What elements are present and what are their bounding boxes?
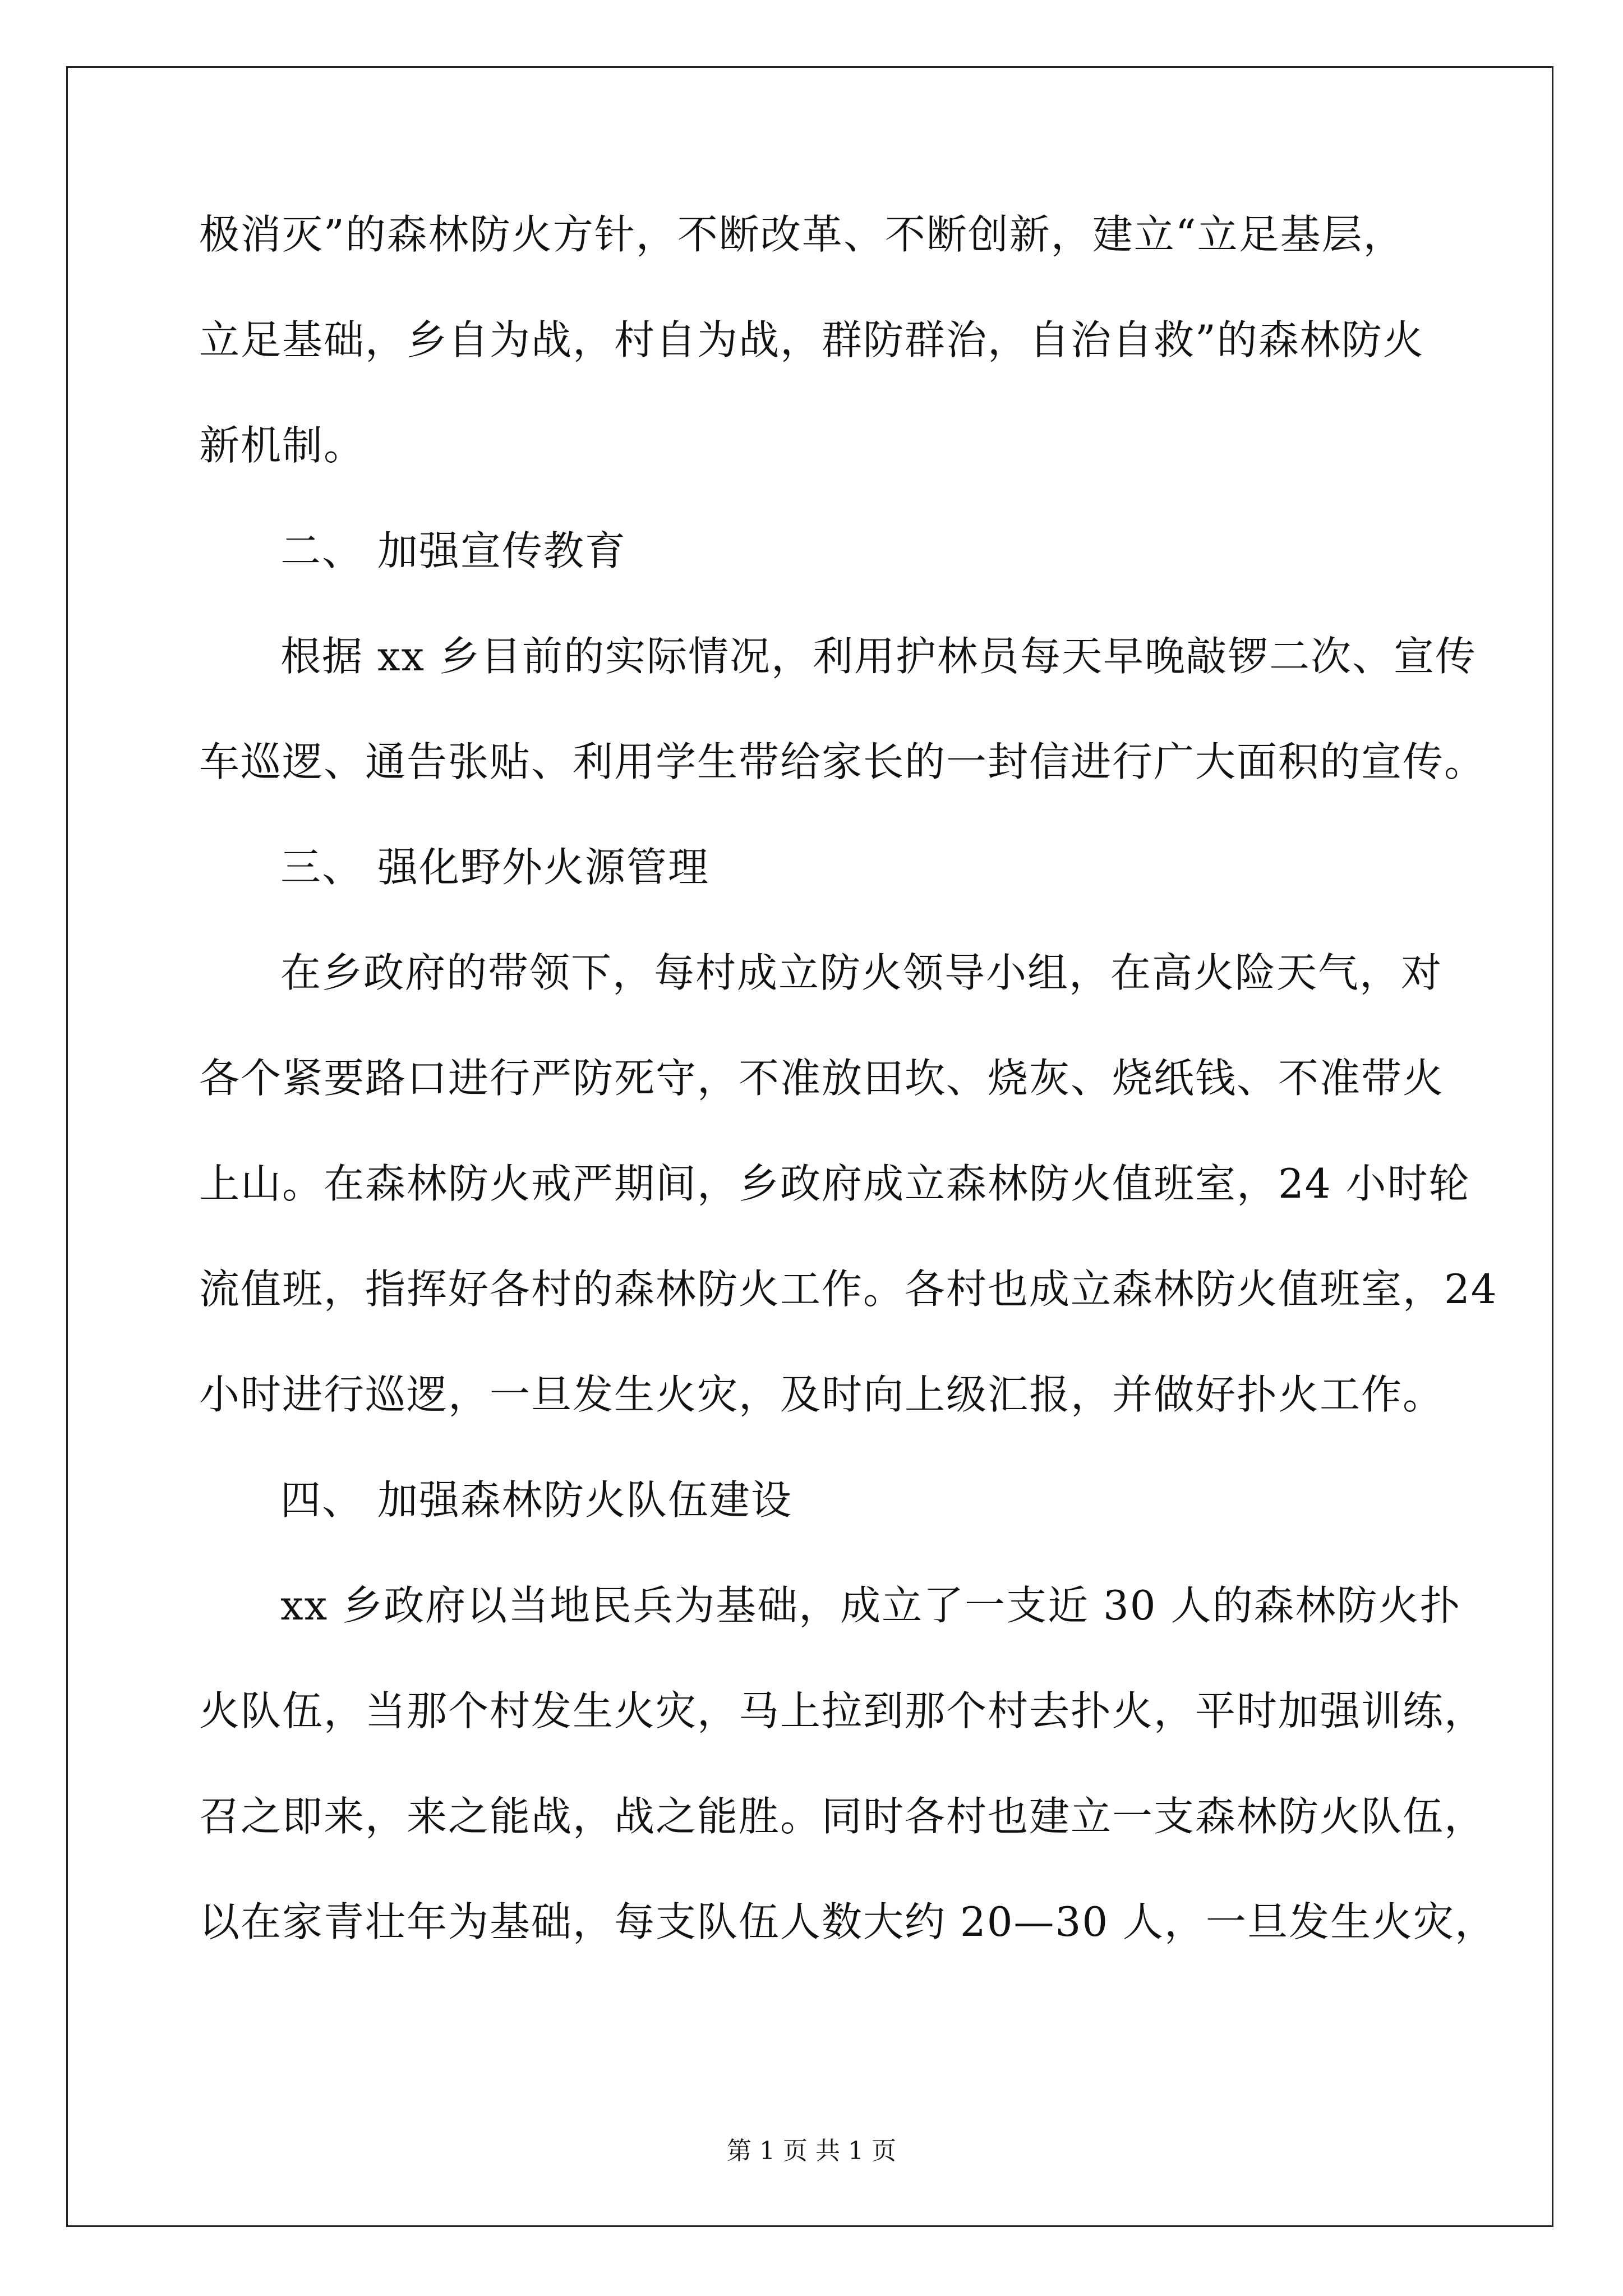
paragraph-line: 召之即来，来之能战，战之能胜。同时各村也建立一支森林防火队伍，: [199, 1793, 1486, 1840]
paragraph-line: 火队伍，当那个村发生火灾，马上拉到那个村去扑火，平时加强训练，: [199, 1687, 1486, 1734]
paragraph-line: 以在家青壮年为基础，每支队伍人数大约 20—30 人，一旦发生火灾，: [199, 1898, 1497, 1945]
paragraph-line: 各个紧要路口进行严防死守，不准放田坎、烧灰、烧纸钱、不准带火: [199, 1055, 1445, 1102]
paragraph-line: 上山。在森林防火戒严期间，乡政府成立森林防火值班室，24 小时轮: [199, 1160, 1470, 1207]
paragraph-line: 根据 xx 乡目前的实际情况，利用护林员每天早晚敲锣二次、宣传: [280, 633, 1477, 680]
paragraph-line: xx 乡政府以当地民兵为基础，成立了一支近 30 人的森林防火扑: [280, 1582, 1461, 1629]
paragraph-line: 小时进行巡逻，一旦发生火灾，及时向上级汇报，并做好扑火工作。: [199, 1371, 1445, 1418]
page-footer: 第 1 页 共 1 页: [727, 2137, 896, 2165]
paragraph-line: 在乡政府的带领下，每村成立防火领导小组，在高火险天气，对: [280, 949, 1443, 996]
paragraph-line: 极消灭”的森林防火方针，不断改革、不断创新，建立“立足基层，: [199, 211, 1405, 258]
paragraph-line: 立足基础，乡自为战，村自为战，群防群治，自治自救”的森林防火: [199, 316, 1424, 364]
section-heading: 四、 加强森林防火队伍建设: [280, 1476, 792, 1524]
section-heading: 二、 加强宣传教育: [280, 527, 626, 574]
section-heading: 三、 强化野外火源管理: [280, 844, 709, 891]
paragraph-line: 车巡逻、通告张贴、利用学生带给家长的一封信进行广大面积的宣传。: [199, 738, 1486, 785]
paragraph-line: 新机制。: [199, 422, 366, 469]
paragraph-line: 流值班，指挥好各村的森林防火工作。各村也成立森林防火值班室，24: [199, 1266, 1498, 1313]
